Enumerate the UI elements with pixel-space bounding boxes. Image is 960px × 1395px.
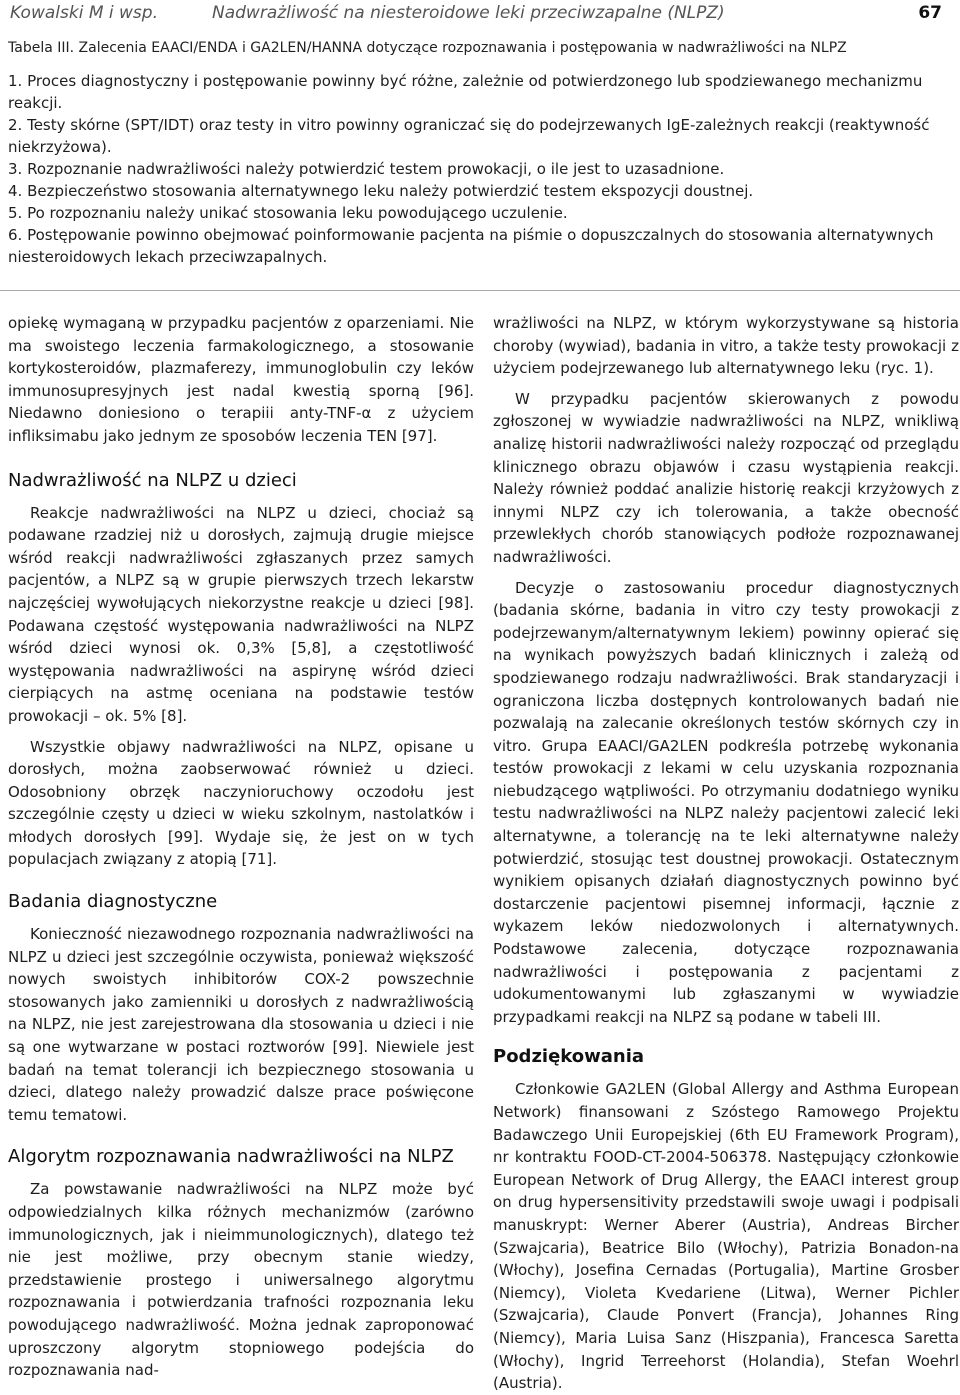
section-heading-children: Nadwrażliwość na NLPZ u dzieci xyxy=(8,469,297,491)
children-paragraph-1: Reakcje nadwrażliwości na NLPZ u dzieci, chociaż są podawane rzadziej niż u dorosłych, zajmują drugie miejsce wśród reakcji nadwrażliwości zgłaszanych przez samych pacjentów, a NLPZ są w grupie pierwszych trzech lekarstw najczęściej wywołujących niekorzystne reakcje u dzieci [98]. Podawana częstość występowania nadwrażliwości na NLPZ wśród dzieci wynosi ok. 0,3% [5,8], a częstotliwość występowania nadwrażliwości na aspirynę wśród dzieci cierpiących na astmę oceniana na podstawie testów prowokacji – ok. 5% [8]. xyxy=(8,503,474,725)
acknowledgements-heading: Podziękowania xyxy=(493,1046,645,1068)
table-items xyxy=(8,70,956,268)
right-column xyxy=(493,312,959,1395)
recommendations-table xyxy=(8,38,956,268)
algorithm-paragraph: Za powstawanie nadwrażliwości na NLPZ może być odpowiedzialnych kilka różnych mechanizmów (zarówno immunologicznych, jak i nieimmunologicznych), dlatego też nie jest możliwe, przy obecnym stanie wiedzy, przedstawienie prostego i uniwersalnego algorytmu rozpoznawania i potwierdzania trafności rozpoznania leku powodującego nadwrażliwość. Można jednak zaproponować uproszczony algorytm stopniowego podejścia do rozpoznawania nad- xyxy=(8,1180,474,1380)
continued-paragraph: wrażliwości na NLPZ, w którym wykorzystywane są historia choroby (wywiad), badania in vitro, a także testy prowokacji z użyciem podejrzewanego lub alternatywnego leku (ryc. 1). xyxy=(493,314,959,378)
table-item: 5. Po rozpoznaniu należy unikać stosowania leku powodującego uczulenie. xyxy=(8,204,568,222)
table-divider xyxy=(0,290,960,291)
table-item: 2. Testy skórne (SPT/IDT) oraz testy in vitro powinny ograniczać się do podejrzewanych IgE-zależnych reakcji (reaktywność niekrzyżowa). xyxy=(8,116,930,156)
children-paragraph-2: Wszystkie objawy nadwrażliwości na NLPZ, opisane u dorosłych, można zaobserwować również u dzieci. Odosobniony obrzęk naczynioruchowy oczodołu jest szczególnie częsty u dzieci w wieku szkolnym, nastolatków i młodych dorosłych [99]. Wydaje się, że jest on w tych populacjach związany z atopią [71]. xyxy=(8,737,474,869)
table-item: 1. Proces diagnostyczny i postępowanie powinny być różne, zależnie od potwierdzonego lub spodziewanego mechanizmu reakcji. xyxy=(8,72,923,112)
page-number: 67 xyxy=(918,3,942,23)
intro-paragraph: opiekę wymaganą w przypadku pacjentów z oparzeniami. Nie ma swoistego leczenia farmakologicznego, a stosowanie kortykosteroidów, plazmaferezy, immunoglobulin czy leków immunosupresyjnych jest nadal kwestią sporną [96]. Niedawno doniesiono o terapiii anty-TNF-α z użyciem infliksimabu jako jednym ze sposobów leczenia TEN [97]. xyxy=(8,314,474,445)
acknowledgements-paragraph: Członkowie GA2LEN (Global Allergy and Asthma European Network) finansowani z Szóstego Ramowego Projektu Badawczego Unii Europejskiej (6th EU Framework Program), nr kontraktu FOOD-CT-2004-506378. Następujący członkowie European Network of Drug Allergy, the EAACI interest group on drug hypersensitivity przedstawili swoje uwagi i podpisali manuskrypt: Werner Aberer (Austria), Andreas Bircher (Szwajcaria), Beatrice Bilo (Włochy), Patrizia Bonadon-na (Włochy), Josefina Cernadas (Portugalia), Martine Grosber (Niemcy), Violeta Kvedariene (Litwa), Werner Pichler (Szwajcaria), Claude Ponvert (Francja), Johannes Ring (Niemcy), Maria Luisa Sanz (Hiszpania), Francesca Saretta (Włochy), Ingrid Terreehorst (Holandia), Stefan Woehrl (Austria). xyxy=(493,1080,959,1393)
header-running-title: Nadwrażliwość na niesteroidowe leki przeciwzapalne (NLPZ) xyxy=(212,3,725,23)
header-authors: Kowalski M i wsp. xyxy=(10,3,158,23)
subsection-heading-diagnostics: Badania diagnostyczne xyxy=(8,891,218,913)
diagnostic-decisions-paragraph: Decyzje o zastosowaniu procedur diagnostycznych (badania skórne, badania in vitro czy testy prowokacji z podejrzewanym/alternatywnym lekiem) powinny opierać się na wynikach powyższych badań klinicznych i zależą od spodziewanego rodzaju nadwrażliwości. Brak standaryzacji i ograniczona liczba dostępnych kontrolowanych badań nie pozwalają na zalecanie określonych testów skórnych czy in vitro. Grupa EAACI/GA2LEN podkreśla potrzebę wykonania testów prowokacji z lekami w celu uzyskania rozpoznania niebudzącego wątpliwości. Po otrzymaniu dodatniego wyniku testu nadwrażliwości na NLPZ należy pacjentowi zalecić leki alternatywne, a tolerancję na te leki alternatywne należy potwierdzić, stosując test doustnej prowokacji. Ostatecznym wynikiem opisanych działań diagnostycznych powinno być dostarczenie pacjentowi pisemnej informacji, łącznie z wykazem leków niedozwolonych i alternatywnych. Podstawowe zalecenia, dotyczące rozpoznawania nadwrażliwości i postępowania z pacjentami z udokumentowanymi lub zgłaszanymi w wywiadzie przypadkami reakcji na NLPZ są podane w tabeli III. xyxy=(493,578,959,1026)
referred-patients-paragraph: W przypadku pacjentów skierowanych z powodu zgłoszonej w wywiadzie nadwrażliwości na NLPZ, wnikliwą analizę historii nadwrażliwości należy rozpocząć od przeglądu klinicznego obrazu objawów i czasu wystąpienia reakcji. Należy również poddać analizie historię reakcji krzyżowych z innymi NLPZ czy ich tolerowania, a także obecność przewlekłych chorób stanowiących podłoże rozpoznawanej nadwrażliwości. xyxy=(493,389,959,566)
diagnostics-paragraph: Konieczność niezawodnego rozpoznania nadwrażliwości na NLPZ u dzieci jest szczególnie oczywista, ponieważ większość nowych swoistych inhibitorów COX-2 powszechnie stosowanych jako zamienniki u dorosłych z nadwrażliwością na NLPZ, nie jest zarejestrowana dla stosowania u dzieci i nie są one wytwarzane w postaci roztworów [99]. Niewiele jest badań na temat tolerancji ich bezpiecznego stosowania u dzieci, dlatego należy prowadzić dalsze prace poświęcone temu tematowi. xyxy=(8,925,474,1124)
running-header xyxy=(0,0,960,30)
left-column xyxy=(8,312,474,1382)
table-caption: Tabela III. Zalecenia EAACI/ENDA i GA2LEN/HANNA dotyczące rozpoznawania i postępowania w nadwrażliwości na NLPZ xyxy=(8,40,847,56)
table-item: 4. Bezpieczeństwo stosowania alternatywnego leku należy potwierdzić testem ekspozycji doustnej. xyxy=(8,182,754,200)
table-item: 6. Postępowanie powinno obejmować poinformowanie pacjenta na piśmie o dopuszczalnych do stosowania alternatywnych niesteroidowych lekach przeciwzapalnych. xyxy=(8,226,934,266)
table-item: 3. Rozpoznanie nadwrażliwości należy potwierdzić testem prowokacji, o ile jest to uzasadnione. xyxy=(8,160,725,178)
section-heading-algorithm: Algorytm rozpoznawania nadwrażliwości na NLPZ xyxy=(8,1146,454,1168)
